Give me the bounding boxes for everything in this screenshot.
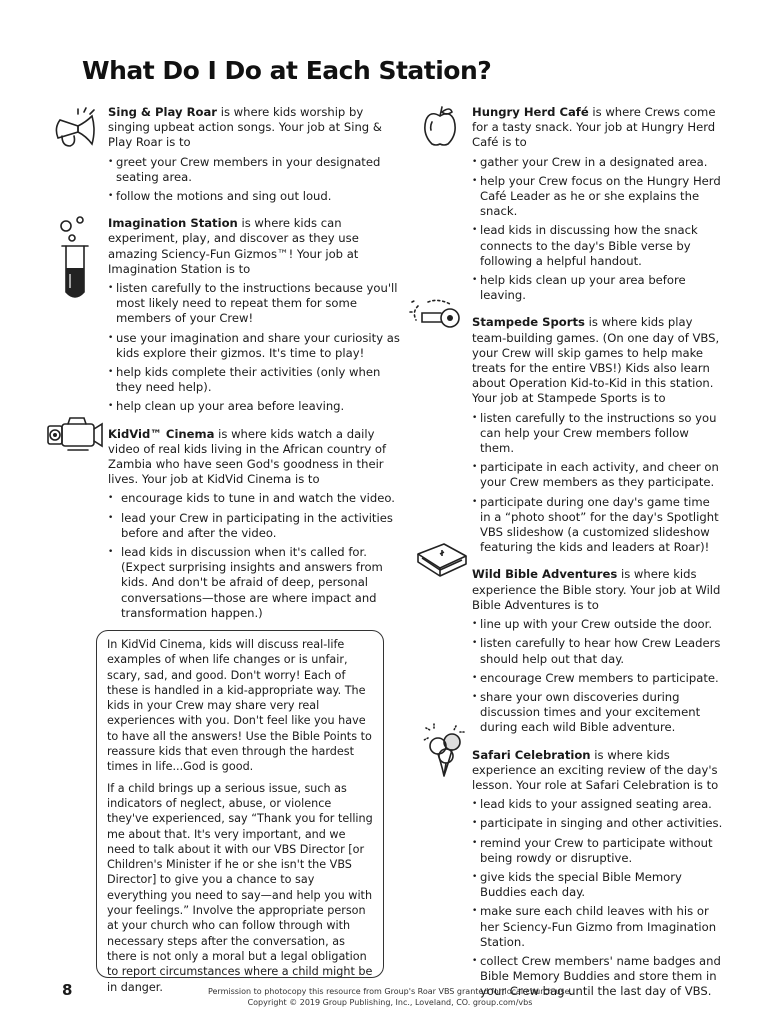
list-item: • listen carefully to the instructions because you'll most likely need to repeat them for some members of your Crew! bbox=[108, 281, 400, 327]
station-intro: is where kids watch a daily video of real kids living in the African country of Zambia who have seen God's goodness in their lives. Your job at KidVid Cinema is to bbox=[108, 426, 387, 487]
task-list bbox=[472, 797, 724, 999]
kidvid-note-box bbox=[96, 630, 384, 994]
task-list bbox=[108, 281, 400, 415]
list-item: • make sure each child leaves with his or her Sciency-Fun Gizmo from Imagination Station. bbox=[472, 904, 724, 950]
bible-icon bbox=[414, 540, 470, 582]
list-item: • listen carefully to the instructions so you can help your Crew members follow them. bbox=[472, 411, 724, 457]
list-item: • remind your Crew to participate without being rowdy or disruptive. bbox=[472, 836, 724, 866]
list-item: • participate in each activity, and cheer on your Crew members as they participate. bbox=[472, 460, 724, 490]
station-stampede-sports bbox=[472, 315, 724, 555]
station-intro: is where kids play team-building games. (On one day of VBS, your Crew will skip games to help make treats for the entire VBS!) Kids also learn about Operation Kid-to-Kid in this station. Your job at Stampede Sports is to bbox=[472, 315, 720, 406]
note-paragraph: If a child brings up a serious issue, such as indicators of neglect, abuse, or violence they've experienced, say “Thank you for telling me about that. It's very important, and we need to talk about it with our VBS Director [or Children's Minister if he or she isn't the VBS Director] to give you a chance to say everything you need to say—and help you with your feelings.” Involve the appropriate person at your church who can follow through with necessary steps after the conversation, as there is not only a moral but a legal obligation to report circumstances where a child might be in danger. bbox=[107, 781, 373, 994]
list-item: • help kids clean up your area before leaving. bbox=[472, 273, 724, 303]
list-item: • help clean up your area before leaving. bbox=[108, 399, 400, 414]
station-intro: is where kids worship by singing upbeat action songs. Your job at Sing & Play Roar is to bbox=[108, 105, 382, 150]
station-name: Imagination Station bbox=[108, 216, 238, 231]
list-item: • collect Crew members' name badges and Bible Memory Buddies and store them in your Crew bag until the last day of VBS. bbox=[472, 954, 724, 1000]
list-item: • encourage kids to tune in and watch the video. bbox=[108, 491, 400, 506]
station-name: Sing & Play Roar bbox=[108, 105, 218, 119]
list-item: • lead kids in discussing how the snack connects to the day's Bible verse by following a helpful handout. bbox=[472, 223, 724, 269]
whistle-icon bbox=[408, 298, 470, 334]
megaphone-icon bbox=[48, 106, 104, 154]
station-safari-celebration bbox=[472, 748, 724, 1000]
right-column bbox=[472, 105, 724, 1012]
station-intro: is where kids can experiment, play, and discover as they use amazing Sciency-Fun Gizmos™! Your job at Imagination Station is to bbox=[108, 216, 359, 276]
station-wild-bible-adventures bbox=[472, 567, 724, 735]
station-hungry-herd-cafe bbox=[472, 105, 724, 303]
station-name: KidVid™ Cinema bbox=[108, 426, 215, 441]
list-item: • gather your Crew in a designated area. bbox=[472, 155, 724, 170]
task-list bbox=[472, 411, 724, 556]
station-name: Safari Celebration bbox=[472, 747, 591, 762]
list-item: • lead kids in discussion when it's called for. (Expect surprising insights and answers from kids. And don't be afraid of deep, personal conversations—those are where impact and transformation happen.) bbox=[108, 545, 400, 621]
footer-permission: Permission to photocopy this resource from Group's Roar VBS granted for local church use. bbox=[207, 987, 573, 996]
station-imagination bbox=[108, 216, 400, 414]
list-item: • give kids the special Bible Memory Buddies each day. bbox=[472, 870, 724, 900]
list-item: • use your imagination and share your curiosity as kids explore their gizmos. It's time to play! bbox=[108, 331, 400, 361]
station-intro: is where kids experience an exciting review of the day's lesson. Your role at Safari Celebration is to bbox=[472, 747, 719, 792]
list-item: • lead your Crew in participating in the activities before and after the video. bbox=[108, 511, 400, 541]
left-column bbox=[108, 105, 400, 633]
test-tube-icon bbox=[54, 216, 100, 302]
list-item: • listen carefully to hear how Crew Leaders should help out that day. bbox=[472, 636, 724, 666]
station-name: Wild Bible Adventures bbox=[472, 567, 618, 582]
video-camera-icon bbox=[44, 414, 106, 456]
task-list bbox=[472, 617, 724, 735]
list-item: • help your Crew focus on the Hungry Herd Café Leader as he or she explains the snack. bbox=[472, 174, 724, 220]
station-sing-play-roar bbox=[108, 105, 400, 204]
list-item: • follow the motions and sing out loud. bbox=[108, 189, 400, 204]
station-name: Hungry Herd Café bbox=[472, 105, 589, 119]
apple-icon bbox=[420, 104, 460, 148]
list-item: • share your own discoveries during discussion times and your excitement during each wild Bible adventure. bbox=[472, 690, 724, 736]
list-item: • participate in singing and other activities. bbox=[472, 816, 724, 831]
page-number: 8 bbox=[62, 981, 73, 999]
list-item: • participate during one day's game time in a “photo shoot” for the day's Spotlight VBS slideshow (a customized slideshow featuring the kids and leaders at Roar)! bbox=[472, 495, 724, 556]
task-list bbox=[108, 155, 400, 205]
footer-copyright: Copyright © 2019 Group Publishing, Inc., Loveland, CO. group.com/vbs bbox=[247, 998, 533, 1007]
list-item: • encourage Crew members to participate. bbox=[472, 671, 724, 686]
station-name: Stampede Sports bbox=[472, 315, 585, 330]
list-item: • greet your Crew members in your designated seating area. bbox=[108, 155, 400, 185]
station-kidvid-cinema bbox=[108, 427, 400, 621]
task-list bbox=[108, 491, 400, 621]
list-item: • lead kids to your assigned seating area. bbox=[472, 797, 724, 812]
list-item: • help kids complete their activities (only when they need help). bbox=[108, 365, 400, 395]
note-paragraph: In KidVid Cinema, kids will discuss real-life examples of when life changes or is unfair, scary, sad, and good. Don't worry! Each of these is handled in a kid-appropriate way. The kids in your Crew may share very real experiences with you. Don't feel like you have to have all the answers! Use the Bible Points to reassure kids that even through the hardest times in life...God is good. bbox=[107, 638, 372, 774]
task-list bbox=[472, 155, 724, 304]
balloons-icon bbox=[420, 720, 470, 784]
footer bbox=[170, 986, 610, 1008]
station-intro: is where kids experience the Bible story. Your job at Wild Bible Adventures is to bbox=[472, 567, 721, 612]
station-intro: is where Crews come for a tasty snack. Your job at Hungry Herd Café is to bbox=[472, 105, 716, 150]
list-item: • line up with your Crew outside the door. bbox=[472, 617, 724, 632]
page-title: What Do I Do at Each Station? bbox=[82, 56, 492, 85]
